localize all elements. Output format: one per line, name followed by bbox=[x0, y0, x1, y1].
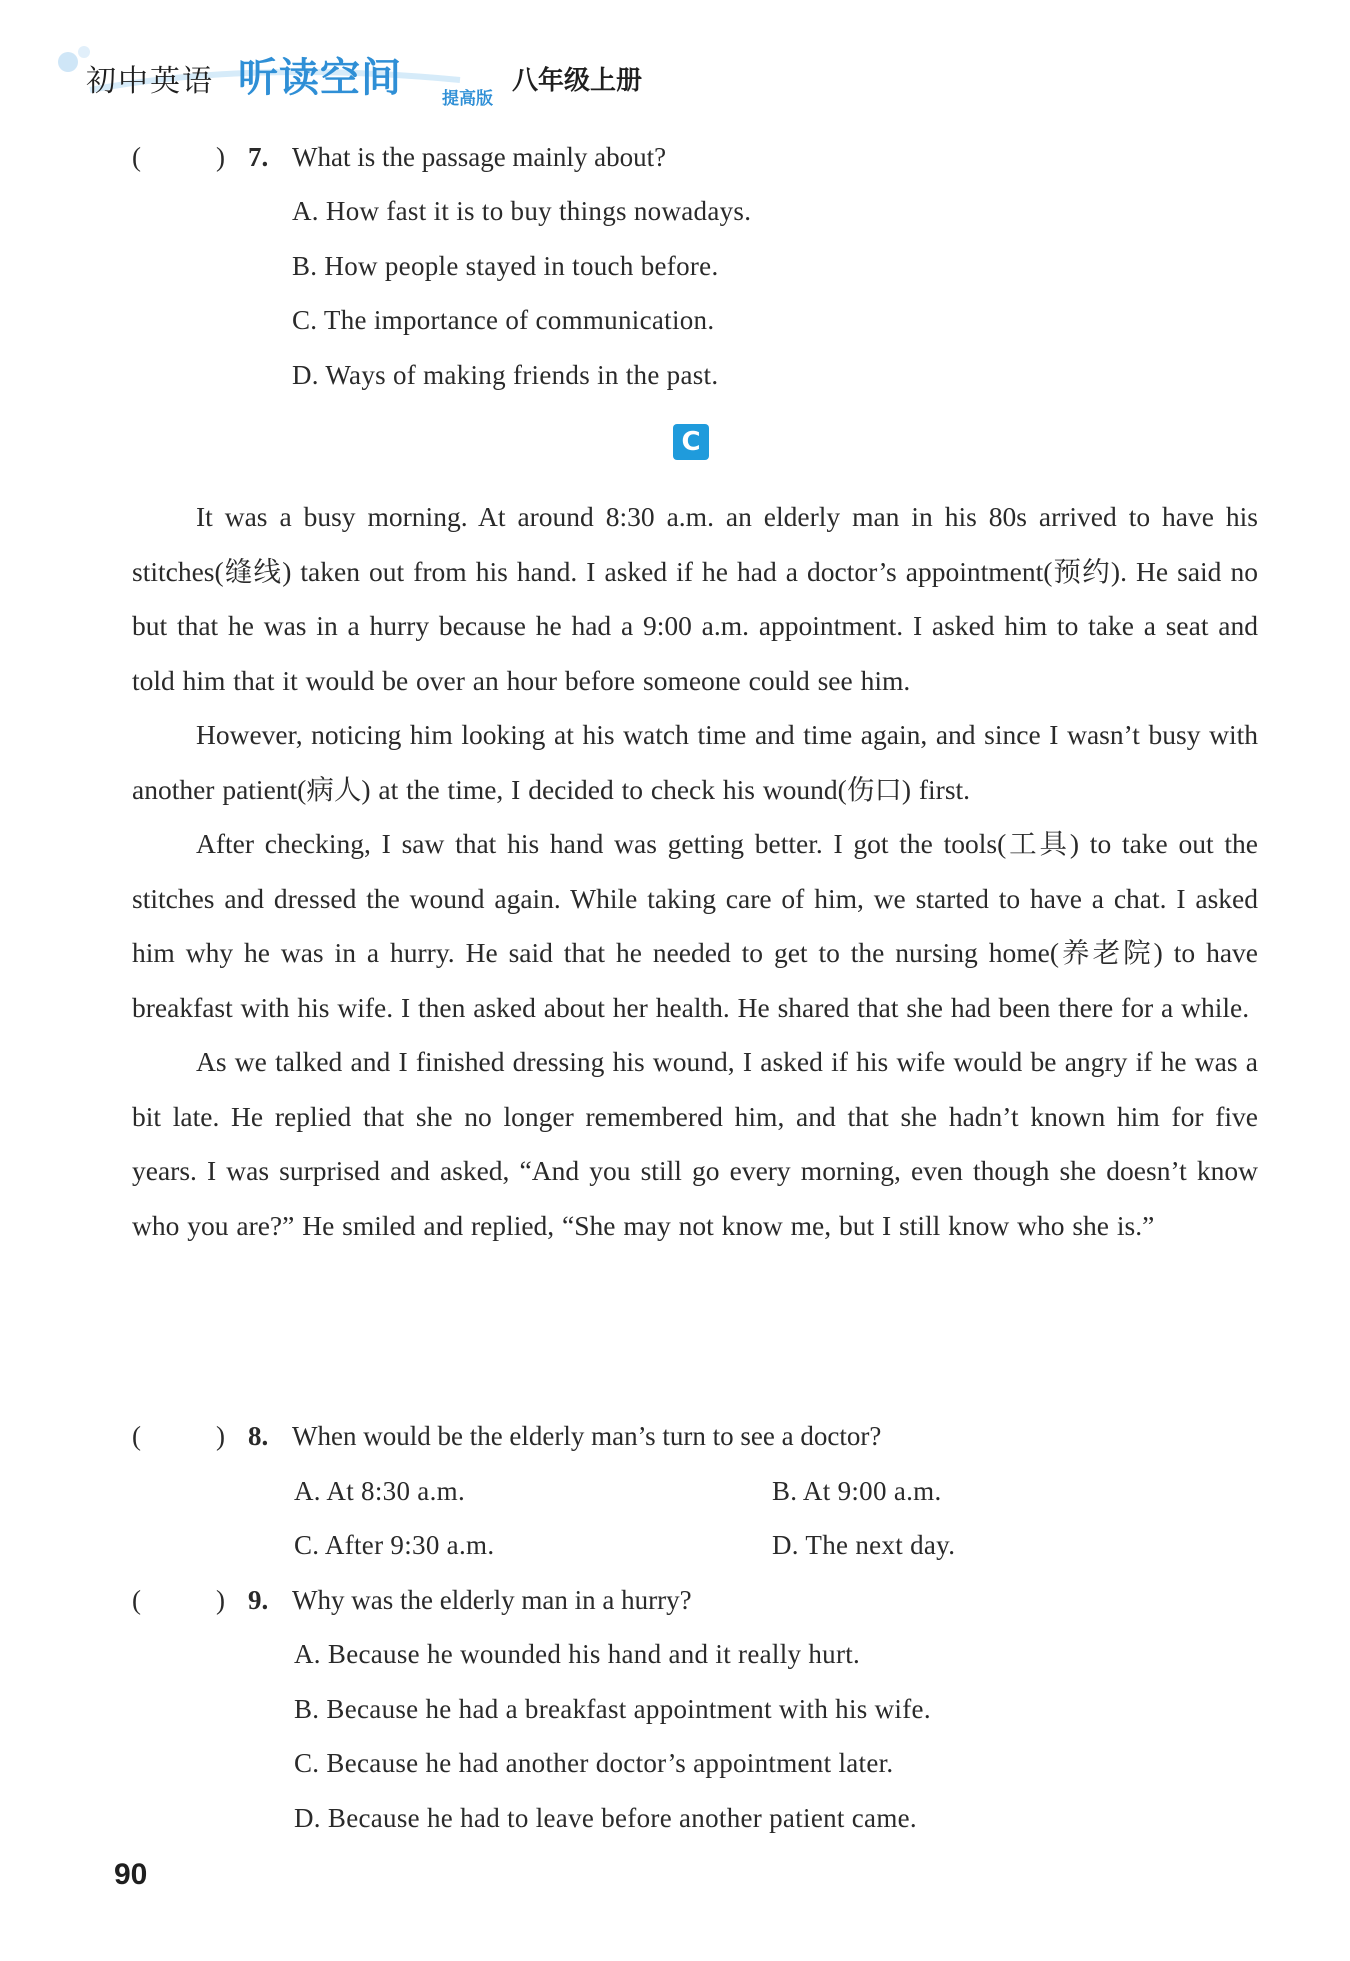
question-text: What is the passage mainly about? bbox=[292, 142, 667, 172]
answer-blank-close[interactable]: ) bbox=[216, 1585, 225, 1615]
option-d[interactable]: D. The next day. bbox=[772, 1530, 956, 1560]
page-header bbox=[0, 30, 1350, 120]
answer-blank-open[interactable]: ( bbox=[132, 1585, 141, 1615]
answer-blank-open[interactable]: ( bbox=[132, 1421, 141, 1451]
brand-title: 听读空间 bbox=[238, 55, 402, 101]
question-text: Why was the elderly man in a hurry? bbox=[292, 1585, 692, 1615]
option-a[interactable]: A. How fast it is to buy things nowadays. bbox=[292, 196, 752, 226]
option-d[interactable]: D. Ways of making friends in the past. bbox=[292, 360, 719, 390]
option-b[interactable]: B. How people stayed in touch before. bbox=[292, 251, 719, 281]
question-text: When would be the elderly man’s turn to see a doctor? bbox=[292, 1421, 882, 1451]
passage-paragraph: After checking, I saw that his hand was getting better. I got the tools(工具) to take out the stitches and dressed the wound again. While taking care of him, we started to have a chat. I asked him why he was in a hurry. He said that he needed to get to the nursing home(养老院) to have breakfast with his wife. I then asked about her health. He shared that she had been there for a while. bbox=[132, 828, 1258, 1023]
option-c[interactable]: C. Because he had another doctor’s appointment later. bbox=[294, 1748, 894, 1778]
edition-label: 提高版 bbox=[442, 89, 493, 109]
grade-label: 八年级上册 bbox=[512, 66, 643, 96]
question-number: 8. bbox=[248, 1421, 269, 1451]
passage-paragraph: It was a busy morning. At around 8:30 a.m. an elderly man in his 80s arrived to have his stitches(缝线) taken out from his hand. I asked if he had a doctor’s appointment(预约). He said no but that he was in a hurry because he had a 9:00 a.m. appointment. I asked him to take a seat and told him that it would be over an hour before someone could see him. bbox=[132, 501, 1258, 696]
option-b[interactable]: B. At 9:00 a.m. bbox=[772, 1476, 942, 1506]
answer-blank-close[interactable]: ) bbox=[216, 1421, 225, 1451]
option-a[interactable]: A. At 8:30 a.m. bbox=[294, 1476, 465, 1506]
option-c[interactable]: C. After 9:30 a.m. bbox=[294, 1530, 495, 1560]
question-number: 9. bbox=[248, 1585, 269, 1615]
option-b[interactable]: B. Because he had a breakfast appointment with his wife. bbox=[294, 1694, 931, 1724]
page-number: 90 bbox=[114, 1858, 148, 1891]
section-badge: C bbox=[673, 424, 709, 460]
answer-blank-close[interactable]: ) bbox=[216, 142, 225, 172]
passage-paragraph: As we talked and I finished dressing his wound, I asked if his wife would be angry if he was a bit late. He replied that she no longer remembered him, and that she hadn’t known him for five years. I was surprised and asked, “And you still go every morning, even though she doesn’t know who you are?” He smiled and replied, “She may not know me, but I still know who she is.” bbox=[132, 1046, 1258, 1241]
answer-blank-open[interactable]: ( bbox=[132, 142, 141, 172]
option-c[interactable]: C. The importance of communication. bbox=[292, 305, 715, 335]
question-number: 7. bbox=[248, 142, 269, 172]
series-title: 初中英语 bbox=[86, 64, 214, 99]
passage-paragraph: However, noticing him looking at his watch time and time again, and since I wasn’t busy with another patient(病人) at the time, I decided to check his wound(伤口) first. bbox=[132, 719, 1258, 805]
option-d[interactable]: D. Because he had to leave before another patient came. bbox=[294, 1803, 917, 1833]
option-a[interactable]: A. Because he wounded his hand and it really hurt. bbox=[294, 1639, 861, 1669]
reading-passage bbox=[132, 490, 1258, 1253]
